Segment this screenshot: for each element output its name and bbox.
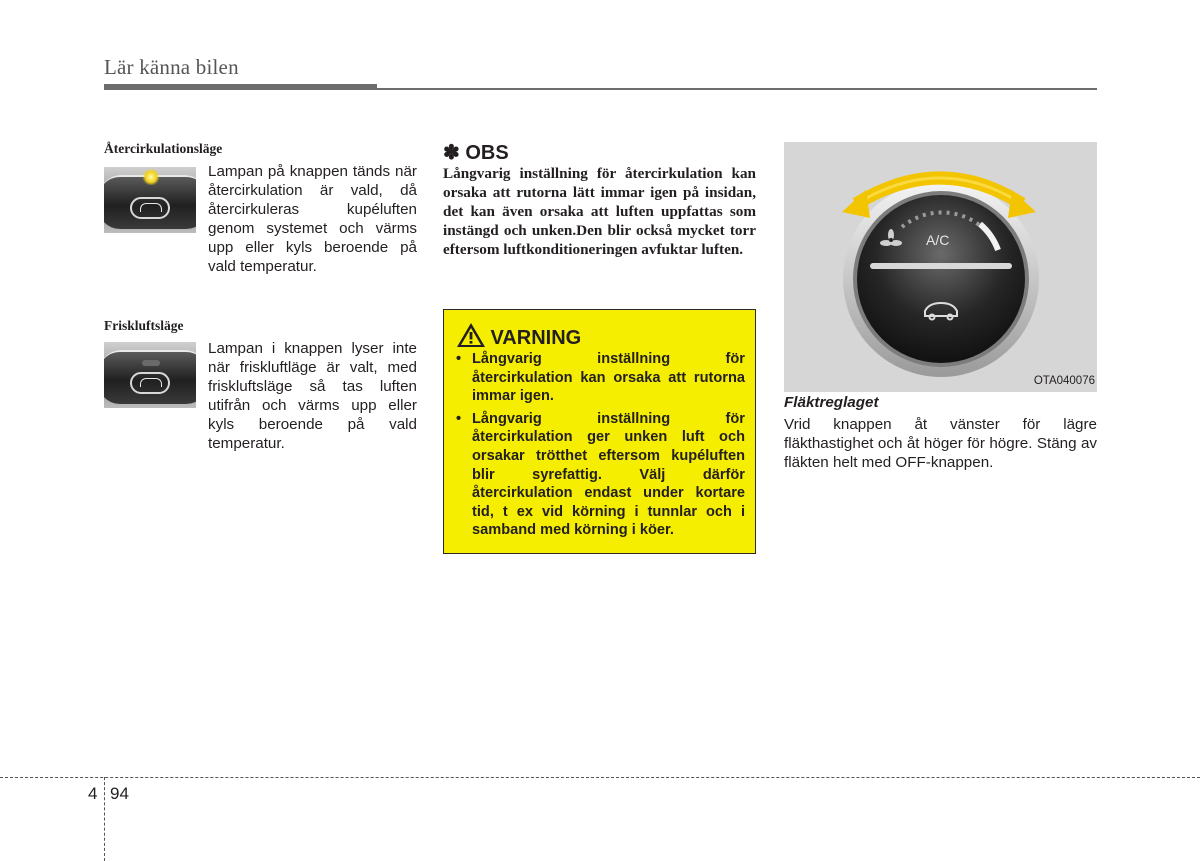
obs-title: OBS <box>465 142 509 164</box>
arrow-left-icon <box>842 190 870 218</box>
header-rule <box>377 88 1097 90</box>
dial-ac-label: A/C <box>926 232 950 248</box>
fan-dial-illustration <box>784 142 1097 392</box>
warning-item: • Långvarig inställning för återcirkulation ger unken luft och orsakar trötthet eftersom kupéluften blir syrefattig. Välj därför återcirkulation endast under kortare tid, t ex vid körning i tunnlar och i samband med körning i köer. <box>456 410 745 539</box>
warning-triangle-icon <box>456 322 486 348</box>
chapter-number: 4 <box>88 784 98 803</box>
asterisk-icon: ✽ <box>443 142 460 164</box>
car-recirculation-icon <box>130 197 170 219</box>
arrow-right-icon <box>1008 190 1036 218</box>
obs-text: Långvarig inställning för återcirkulation kan orsaka att rutorna lätt immar igen på insidan, det kan även orsaka att luften uppfattas som instängd och unken.Den blir också mycket torr eftersom luftkonditioneringen avfuktar luften. <box>443 165 756 258</box>
fan-dial-figure <box>784 142 1097 392</box>
indicator-lamp-off <box>142 360 160 366</box>
warning-header <box>456 322 581 350</box>
recirculation-heading: Återcirkulationsläge <box>104 141 223 156</box>
page-number: 94 <box>110 784 129 803</box>
fan-text: Vrid knappen åt vänster för lägre fläkthastighet och åt höger för högre. Stäng av fläkten helt med OFF-knappen. <box>784 416 1097 471</box>
bullet-icon: • <box>456 351 462 367</box>
section-title: Lär känna bilen <box>104 55 239 79</box>
obs-heading <box>443 140 509 165</box>
warning-list <box>454 350 745 540</box>
recirculation-text: Lampan på knappen tänds när återcirkulation är vald, då återcirkuleras kupéluften genom systemet och värms upp eller kyls beroende på vald temperatur. <box>208 163 417 275</box>
fresh-air-heading: Friskluftsläge <box>104 318 184 333</box>
fresh-air-button-image <box>104 342 196 408</box>
fresh-air-text: Lampan i knappen lyser inte när friskluftläge är valt, med friskluftsläge så tas luften utifrån och värms upp eller kyls beroende på vald temperatur. <box>208 340 417 452</box>
fan-heading: Fläktreglaget <box>784 394 879 411</box>
warning-title: VARNING <box>490 327 582 349</box>
recirculation-button-image <box>104 167 196 233</box>
warning-box <box>443 309 756 554</box>
footer-rule <box>0 777 1200 778</box>
header-bar <box>104 84 377 90</box>
car-recirculation-icon <box>130 372 170 394</box>
footer-divider <box>104 777 105 861</box>
warning-item: • Långvarig inställning för återcirkulation kan orsaka att rutorna immar igen. <box>456 351 745 405</box>
indicator-lamp-on <box>142 169 160 185</box>
figure-code: OTA040076 <box>1033 375 1095 387</box>
bullet-icon: • <box>456 410 462 427</box>
